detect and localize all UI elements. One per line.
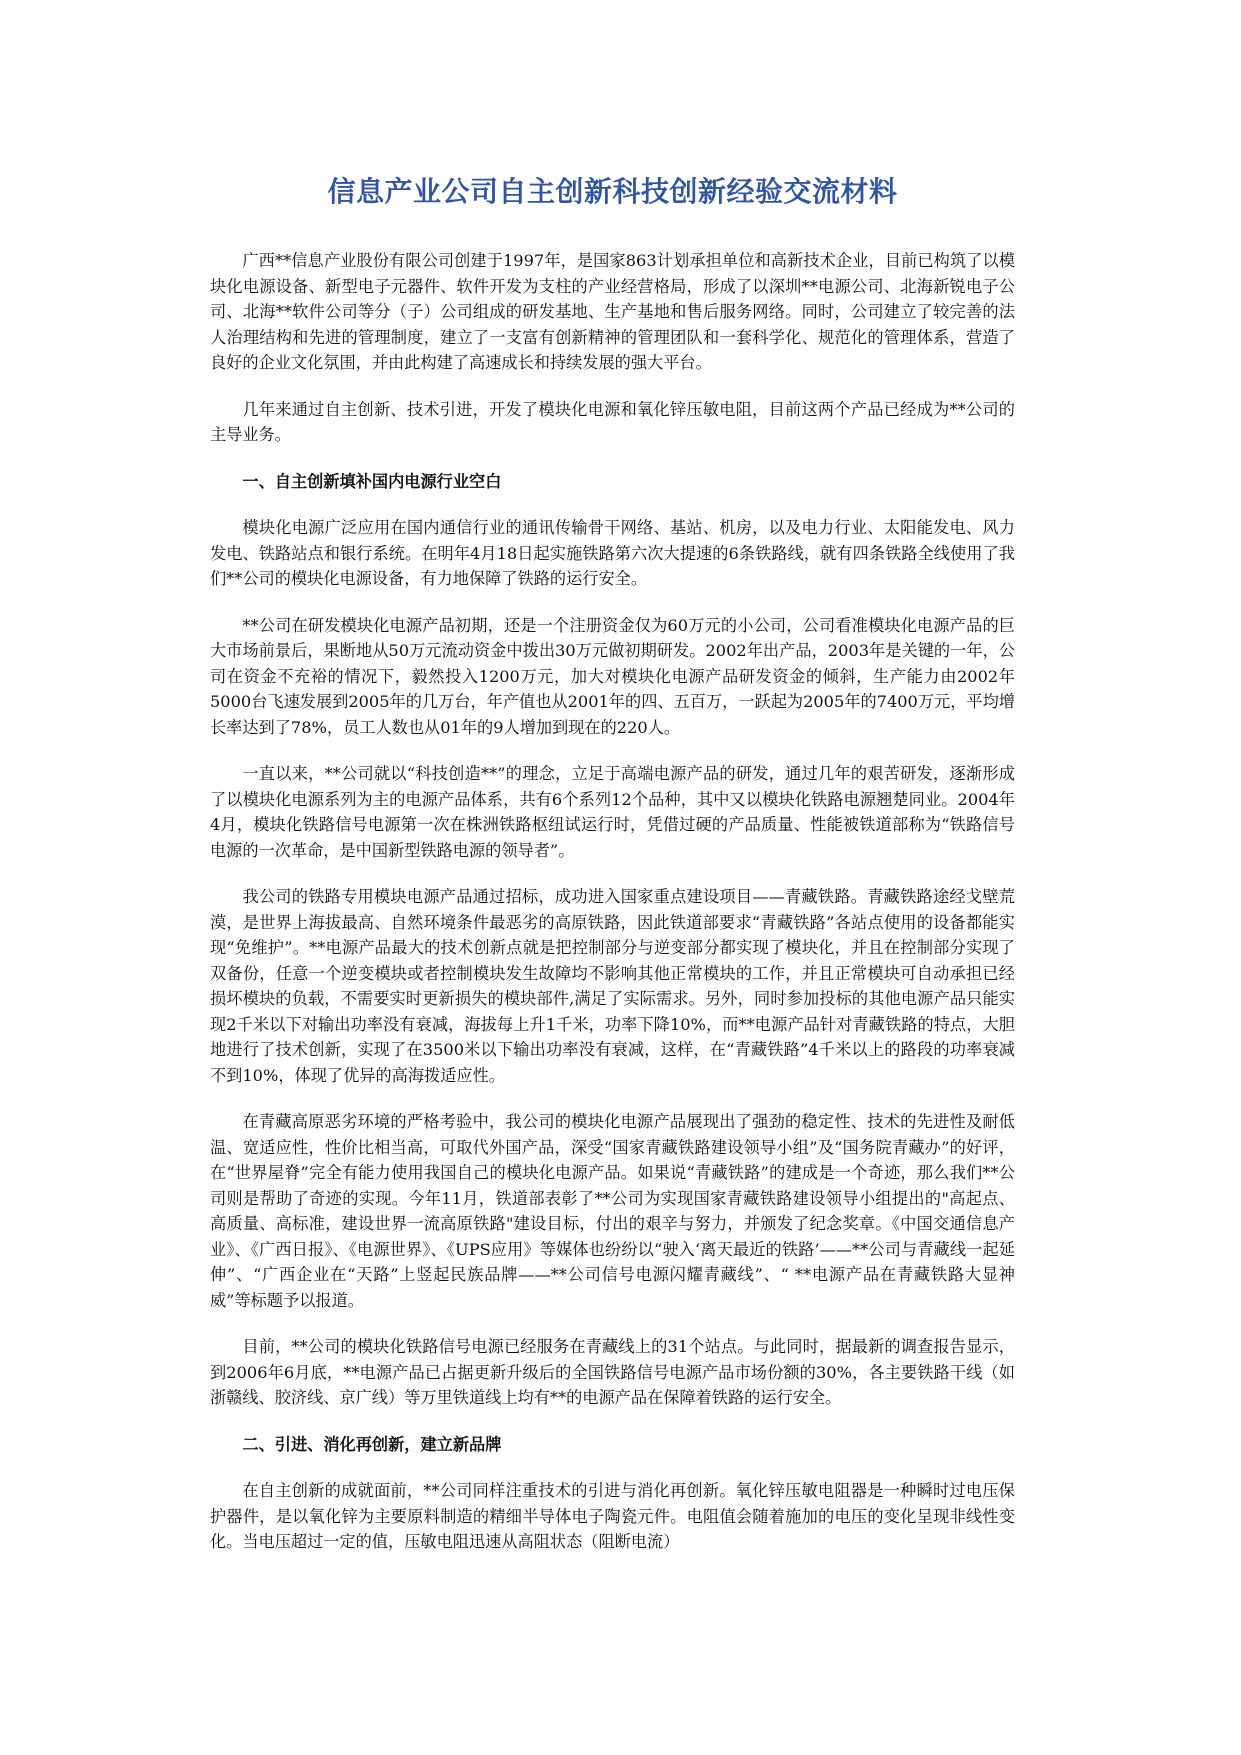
paragraph-early-rnd: **公司在研发模块化电源产品初期，还是一个注册资金仅为60万元的小公司，公司看准模块化电源产品的巨大市场前景后，果断地从50万元流动资金中拨出30万元做初期研发。2002年出产品，2003年是关键的一年，公司在资金不充裕的情况下，毅然投入1200万元，加大对模块化电源产品研发资金的倾斜，生产能力由2002年5000台飞速发展到2005年的几万台，年产值也从2001年的四、五百万，一跃起为2005年的7400万元，平均增长率达到了78%，员工人数也从01年的9人增加到现在的220人。 bbox=[210, 615, 1015, 737]
paragraph-varistor: 在自主创新的成就面前，**公司同样注重技术的引进与消化再创新。氧化锌压敏电阻器是一种瞬时过电压保护器件，是以氧化锌为主要原料制造的精细半导体电子陶瓷元件。电阻值会随着施加的电压的变化呈现非线性变化。当电压超过一定的值，压敏电阻迅速从高阻状态（阻断电流） bbox=[210, 1481, 1015, 1551]
paragraph-intro: 广西**信息产业股份有限公司创建于1997年，是国家863计划承担单位和高新技术企业，目前已构筑了以模块化电源设备、新型电子元器件、软件开发为支柱的产业经营格局，形成了以深圳**电源公司、北海新锐电子公司、北海**软件公司等分（子）公司组成的研发基地、生产基地和售后服务网络。同时，公司建立了较完善的法人治理结构和先进的管理制度，建立了一支富有创新精神的管理团队和一套科学化、规范化的管理体系，营造了良好的企业文化氛围，并由此构建了高速成长和持续发展的强大平台。 bbox=[210, 251, 1015, 372]
paragraph-plateau-test: 在青藏高原恶劣环境的严格考验中，我公司的模块化电源产品展现出了强劲的稳定性、技术的先进性及耐低温、宽适应性，性价比相当高，可取代外国产品，深受“国家青藏铁路建设领导小组”及“国务院青藏办”的好评，在“世界屋脊”完全有能力使用我国自己的模块化电源产品。如果说“青藏铁路”的建成是一个奇迹，那么我们**公司则是帮助了奇迹的实现。今年11月，铁道部表彰了**公司为实现国家青藏铁路建设领导小组提出的"高起点、高质量、高标准，建设世界一流高原铁路"建设目标，付出的艰辛与努力，并颁发了纪念奖章。《中国交通信息产业》、《广西日报》、《电源世界》、《UPS应用》等媒体也纷纷以“驶入‘离天最近的铁路’——**公司与青藏线一起延伸”、“广西企业在“天路”上竖起民族品牌——**公司信号电源闪耀青藏线”、“ **电源产品在青藏铁路大显神威”等标题予以报道。 bbox=[210, 1112, 1015, 1310]
section-heading-1: 一、自主创新填补国内电源行业空白 bbox=[242, 471, 502, 491]
paragraph-market-share: 目前，**公司的模块化铁路信号电源已经服务在青藏线上的31个站点。与此同时，据最新的调查报告显示，到2006年6月底，**电源产品已占据更新升级后的全国铁路信号电源产品市场份额的30%，各主要铁路干线（如浙赣线、胶济线、京广线）等万里铁道线上均有**的电源产品在保障着铁路的运行安全。 bbox=[210, 1337, 1015, 1407]
paragraph-applications: 模块化电源广泛应用在国内通信行业的通讯传输骨干网络、基站、机房，以及电力行业、太阳能发电、风力发电、铁路站点和银行系统。在明年4月18日起实施铁路第六次大提速的6条铁路线，就有四条铁路全线使用了我们**公司的模块化电源设备，有力地保障了铁路的运行安全。 bbox=[210, 518, 1015, 588]
paragraph-qinghai-tibet: 我公司的铁路专用模块电源产品通过招标，成功进入国家重点建设项目——青藏铁路。青藏铁路途经戈壁荒漠，是世界上海拔最高、自然环境条件最恶劣的高原铁路，因此铁道部要求“青藏铁路”各站点使用的设备都能实现“免维护”。**电源产品最大的技术创新点就是把控制部分与逆变部分都实现了模块化，并且在控制部分实现了双备份，任意一个逆变模块或者控制模块发生故障均不影响其他正常模块的工作，并且正常模块可自动承担已经损坏模块的负载，不需要实时更新损失的模块部件,满足了实际需求。另外，同时参加投标的其他电源产品只能实现2千米以下对输出功率没有衰减，海拔每上升1千米，功率下降10%，而**电源产品针对青藏铁路的特点，大胆地进行了技术创新，实现了在3500米以下输出功率没有衰减，这样，在“青藏铁路”4千米以上的路段的功率衰减不到10%，体现了优异的高海拨适应性。 bbox=[210, 887, 1015, 1085]
document-page bbox=[210, 172, 1015, 1576]
paragraph-main-business: 几年来通过自主创新、技术引进，开发了模块化电源和氧化锌压敏电阻，目前这两个产品已经成为**公司的主导业务。 bbox=[210, 399, 1015, 444]
paragraph-product-system: 一直以来，**公司就以“科技创造**”的理念，立足于高端电源产品的研发，通过几年的艰苦研发，逐渐形成了以模块化电源系列为主的电源产品体系，共有6个系列12个品种，其中又以模块化铁路电源翘楚同业。2004年4月，模块化铁路信号电源第一次在株洲铁路枢纽试运行时，凭借过硬的产品质量、性能被铁道部称为“铁路信号电源的一次革命，是中国新型铁路电源的领导者”。 bbox=[210, 764, 1015, 860]
document-title: 信息产业公司自主创新科技创新经验交流材料 bbox=[327, 175, 898, 208]
section-heading-2: 二、引进、消化再创新，建立新品牌 bbox=[242, 1434, 502, 1454]
